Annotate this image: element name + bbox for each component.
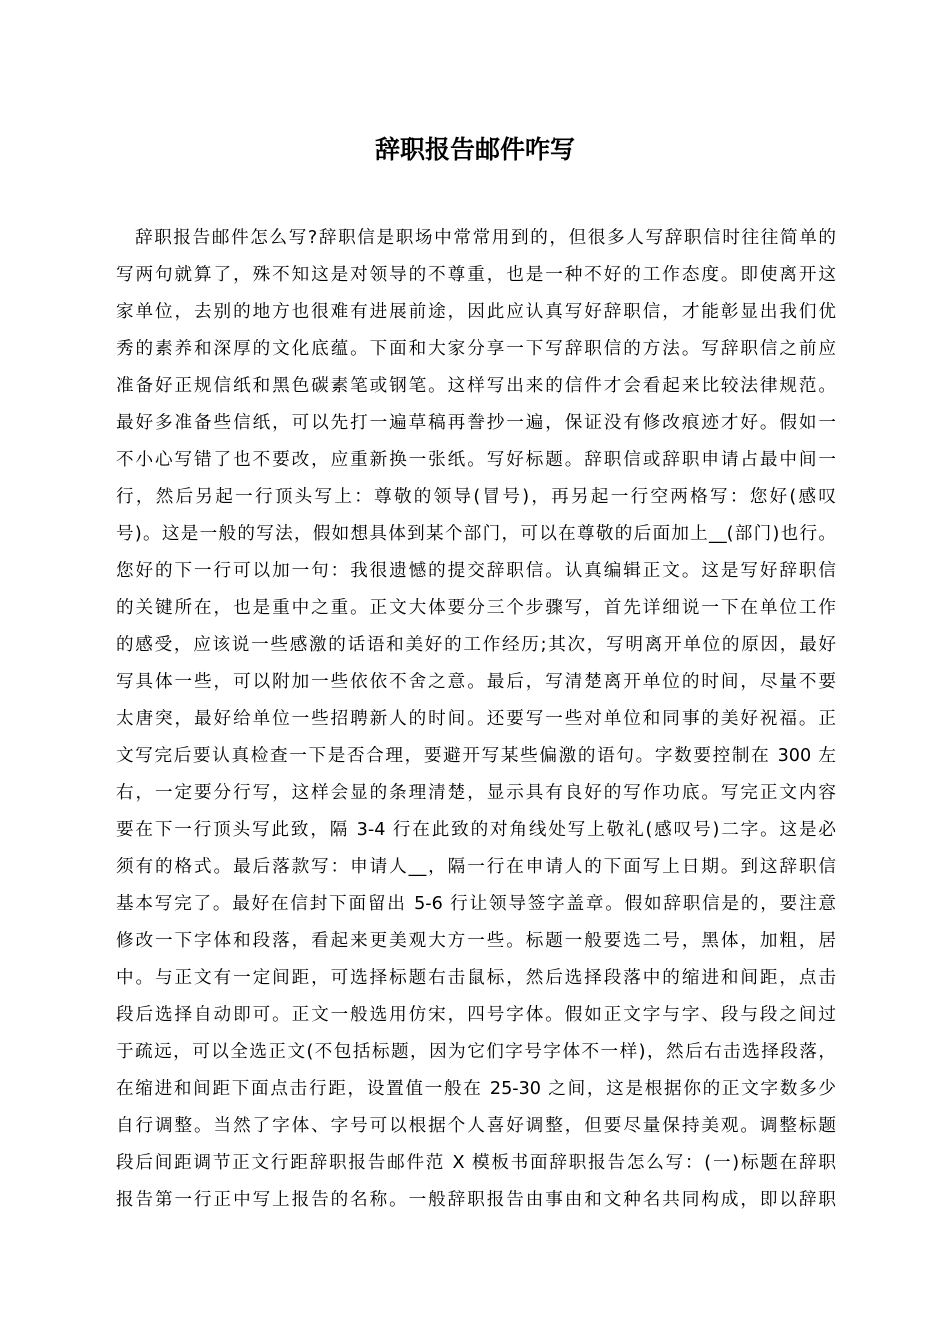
body-line: 段后选择自动即可。正文一般选用仿宋，四号字体。假如正文字与字、段与段之间过	[116, 1005, 836, 1025]
body-line: 写具体一些，可以附加一些依依不舍之意。最后，写清楚离开单位的时间，尽量不要	[116, 672, 836, 692]
body-line: 行，然后另起一行顶头写上：尊敬的领导(冒号)，再另起一行空两格写：您好(感叹	[116, 487, 836, 507]
body-line: 基本写完了。最好在信封下面留出 5-6 行让领导签字盖章。假如辞职信是的，要注意	[116, 894, 836, 914]
body-line: 辞职报告邮件怎么写?辞职信是职场中常常用到的，但很多人写辞职信时往往简单的	[135, 228, 836, 248]
body-line: 段后间距调节正文行距辞职报告邮件范 X 模板书面辞职报告怎么写：(一)标题在辞职	[116, 1153, 836, 1173]
body-line: 须有的格式。最后落款写：申请人__，隔一行在申请人的下面写上日期。到这辞职信	[116, 857, 836, 877]
body-line: 的关键所在，也是重中之重。正文大体要分三个步骤写，首先详细说一下在单位工作	[116, 598, 836, 618]
body-line: 在缩进和间距下面点击行距，设置值一般在 25-30 之间，这是根据你的正文字数多少	[116, 1079, 836, 1099]
body-line: 准备好正规信纸和黑色碳素笔或钢笔。这样写出来的信件才会看起来比较法律规范。	[116, 376, 836, 396]
body-line: 文写完后要认真检查一下是否合理，要避开写某些偏激的语句。字数要控制在 300 左	[116, 746, 836, 766]
body-line: 要在下一行顶头写此致，隔 3-4 行在此致的对角线处写上敬礼(感叹号)二字。这是必	[116, 820, 836, 840]
body-line: 于疏远，可以全选正文(不包括标题，因为它们字号字体不一样)，然后右击选择段落，	[116, 1042, 836, 1062]
body-line: 报告第一行正中写上报告的名称。一般辞职报告由事由和文种名共同构成，即以辞职	[116, 1190, 836, 1210]
body-line: 最好多准备些信纸，可以先打一遍草稿再誊抄一遍，保证没有修改痕迹才好。假如一	[116, 413, 836, 433]
body-line: 修改一下字体和段落，看起来更美观大方一些。标题一般要选二号，黑体，加粗，居	[116, 931, 836, 951]
body-line: 的感受，应该说一些感激的话语和美好的工作经历;其次，写明离开单位的原因，最好	[116, 635, 836, 655]
body-line: 家单位，去别的地方也很难有进展前途，因此应认真写好辞职信，才能彰显出我们优	[116, 302, 836, 322]
body-line: 中。与正文有一定间距，可选择标题右击鼠标，然后选择段落中的缩进和间距，点击	[116, 968, 836, 988]
document-body	[116, 220, 836, 1219]
body-line: 写两句就算了，殊不知这是对领导的不尊重，也是一种不好的工作态度。即使离开这	[116, 265, 836, 285]
body-line: 秀的素养和深厚的文化底蕴。下面和大家分享一下写辞职信的方法。写辞职信之前应	[116, 339, 836, 359]
body-line: 自行调整。当然了字体、字号可以根据个人喜好调整，但要尽量保持美观。调整标题	[116, 1116, 836, 1136]
body-line: 太唐突，最好给单位一些招聘新人的时间。还要写一些对单位和同事的美好祝福。正	[116, 709, 836, 729]
body-line: 号)。这是一般的写法，假如想具体到某个部门，可以在尊敬的后面加上__(部门)也行。	[116, 524, 836, 544]
body-line: 右，一定要分行写，这样会显的条理清楚，显示具有良好的写作功底。写完正文内容	[116, 783, 836, 803]
body-line: 不小心写错了也不要改，应重新换一张纸。写好标题。辞职信或辞职申请占最中间一	[116, 450, 836, 470]
body-line: 您好的下一行可以加一句：我很遗憾的提交辞职信。认真编辑正文。这是写好辞职信	[116, 561, 836, 581]
document-title: 辞职报告邮件咋写	[374, 135, 575, 164]
